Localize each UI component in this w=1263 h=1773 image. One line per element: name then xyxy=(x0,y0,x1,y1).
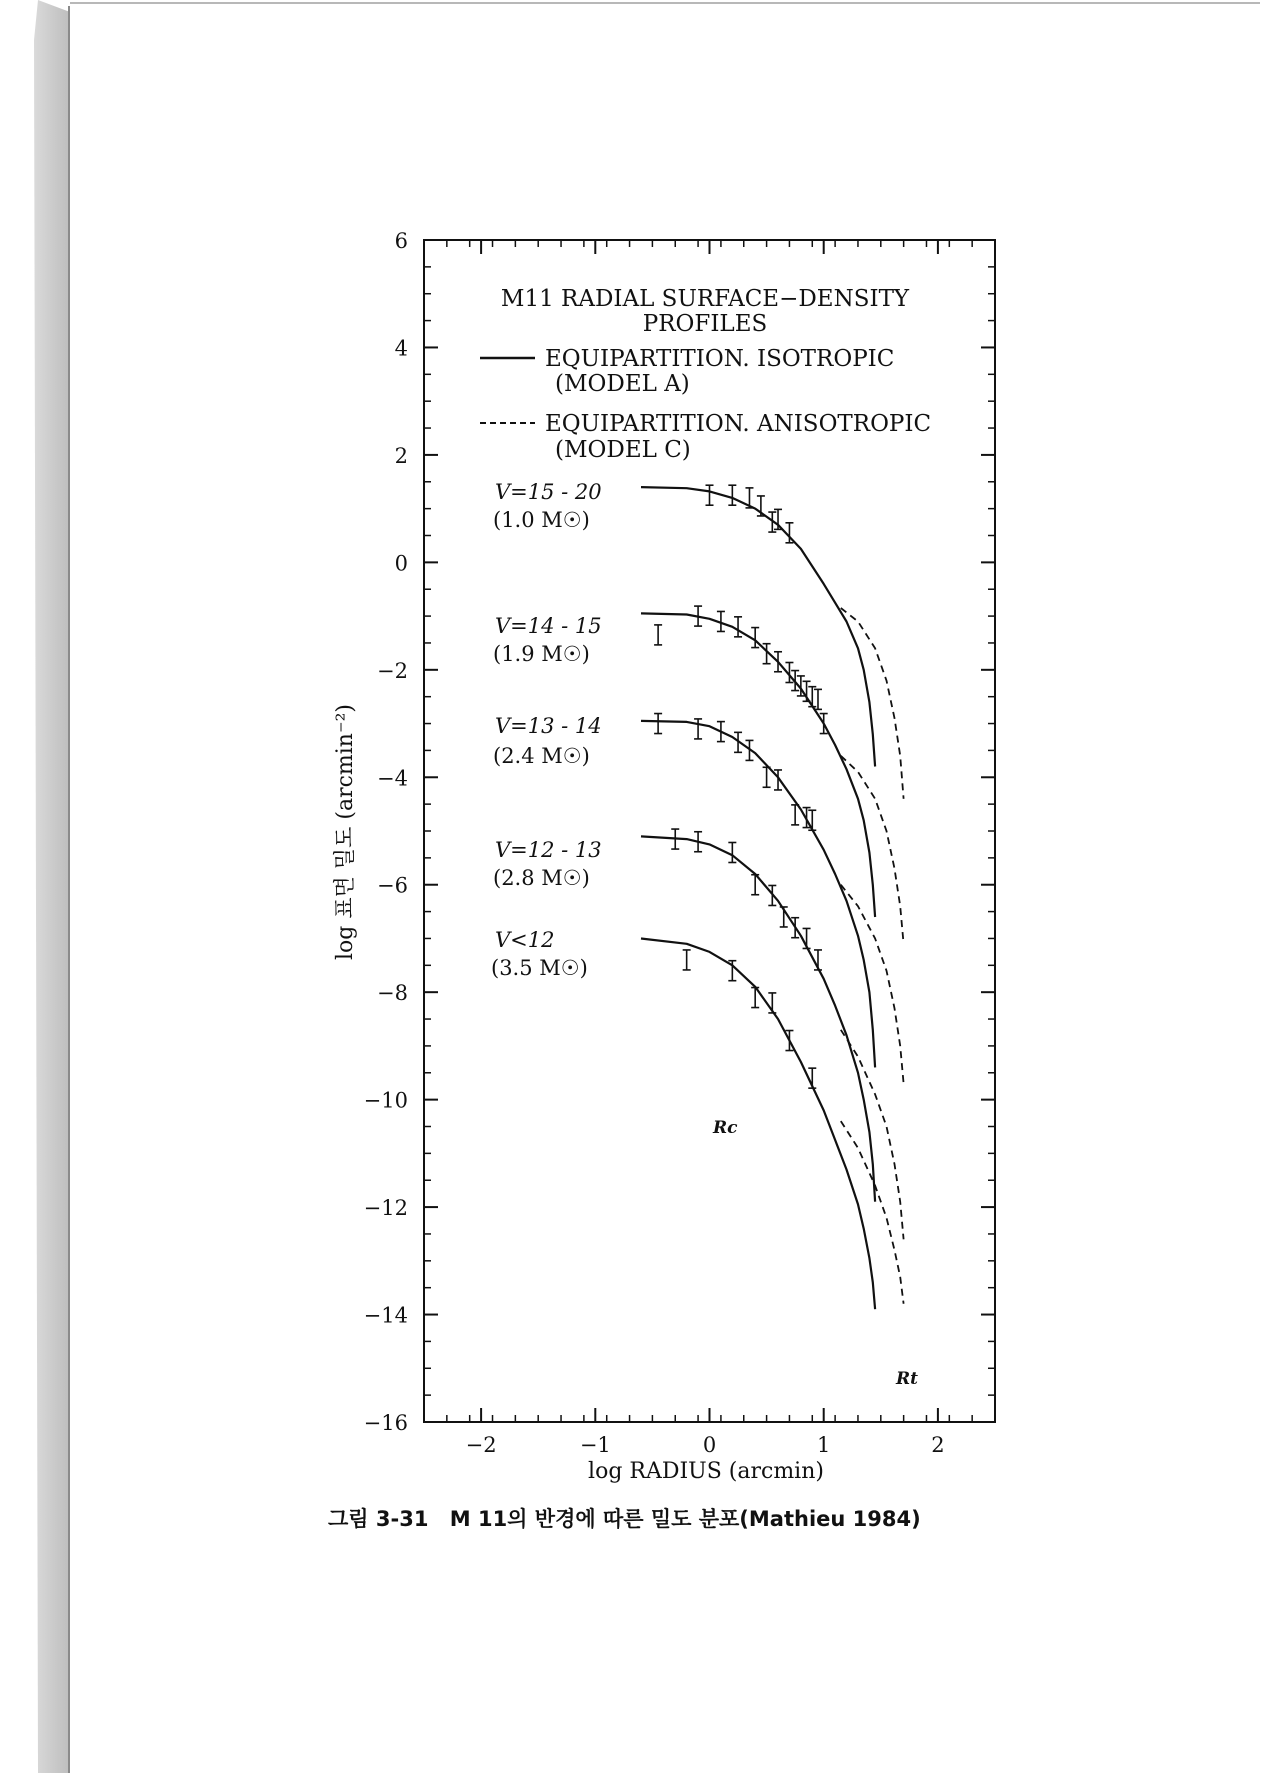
y-tick-label: −8 xyxy=(377,981,408,1006)
x-axis-label: log RADIUS (arcmin) xyxy=(588,1459,824,1484)
model-a-curve xyxy=(641,939,875,1310)
y-tick-label: −16 xyxy=(363,1411,408,1435)
series-label-v15-20: V=15 - 20 xyxy=(495,480,602,504)
y-axis-label: log 표면 밀도 (arcmin⁻²) xyxy=(333,704,358,960)
chart-title-line2: PROFILES xyxy=(642,311,768,337)
figure-caption-text: M 11의 반경에 따른 밀도 분포(Mathieu 1984) xyxy=(449,1507,921,1531)
data-point-errorbar xyxy=(774,652,782,672)
data-point-errorbar xyxy=(791,671,799,691)
series-label-v-lt-12: V<12 xyxy=(495,928,555,952)
legend-item-model-c-sub: (MODEL C) xyxy=(555,437,691,463)
series-label-v12-13: V=12 - 13 xyxy=(495,838,602,862)
y-tick-label: −6 xyxy=(377,873,408,898)
x-tick-label: 0 xyxy=(702,1433,717,1457)
data-point-errorbar xyxy=(717,722,725,742)
data-point-errorbar xyxy=(768,885,776,905)
legend-item-model-a-sub: (MODEL A) xyxy=(555,371,690,397)
y-tick-label: 6 xyxy=(394,229,408,253)
data-point-errorbar xyxy=(757,496,765,516)
figure-number: 그림 3-31 xyxy=(328,1507,429,1531)
annotation-rc: Rc xyxy=(713,1118,738,1138)
data-point-errorbar xyxy=(791,918,799,938)
series-mass-v15-20: (1.0 M☉) xyxy=(493,508,590,532)
data-point-errorbar xyxy=(814,950,822,970)
y-tick-label: −2 xyxy=(377,658,408,683)
model-a-curve xyxy=(641,613,875,917)
data-point-errorbar xyxy=(683,950,691,970)
y-tick-label: 0 xyxy=(394,551,408,576)
series-label-v14-15: V=14 - 15 xyxy=(495,614,602,638)
data-point-errorbar xyxy=(780,907,788,927)
y-tick-label: −12 xyxy=(363,1196,408,1221)
y-tick-label: 4 xyxy=(394,336,408,361)
series-label-v13-14: V=13 - 14 xyxy=(495,714,602,738)
data-point-errorbar xyxy=(728,842,736,862)
x-tick-label: 2 xyxy=(931,1433,945,1457)
x-tick-label: 1 xyxy=(817,1433,831,1457)
data-point-errorbar xyxy=(791,805,799,825)
series-mass-v12-13: (2.8 M☉) xyxy=(493,866,590,890)
data-point-errorbar xyxy=(654,714,662,734)
y-tick-label: −4 xyxy=(377,766,408,791)
x-tick-label: −2 xyxy=(465,1433,497,1457)
data-point-errorbar xyxy=(768,993,776,1013)
data-point-errorbar xyxy=(763,767,771,787)
legend-item-model-a: EQUIPARTITION. ISOTROPIC xyxy=(545,346,895,372)
series-mass-v13-14: (2.4 M☉) xyxy=(493,744,590,768)
model-a-curve xyxy=(641,836,875,1201)
data-point-errorbar xyxy=(654,625,662,645)
series-mass-v-lt-12: (3.5 M☉) xyxy=(491,956,588,980)
legend-item-model-c: EQUIPARTITION. ANISOTROPIC xyxy=(545,411,932,437)
y-tick-label: 2 xyxy=(394,443,408,468)
y-tick-label: −10 xyxy=(363,1088,408,1113)
series-mass-v14-15: (1.9 M☉) xyxy=(493,642,590,666)
data-point-errorbar xyxy=(728,485,736,505)
data-point-errorbar xyxy=(803,928,811,948)
data-point-errorbar xyxy=(706,485,714,505)
series-layer xyxy=(641,485,904,1309)
y-tick-label: −14 xyxy=(363,1303,408,1328)
annotation-rt: Rt xyxy=(896,1369,918,1389)
data-point-errorbar xyxy=(734,617,742,637)
data-point-errorbar xyxy=(694,719,702,739)
figure-caption xyxy=(328,1503,1228,1539)
chart-title: M11 RADIAL SURFACE−DENSITY xyxy=(500,286,910,312)
x-tick-label: −1 xyxy=(579,1433,611,1457)
model-c-curve xyxy=(841,608,904,799)
